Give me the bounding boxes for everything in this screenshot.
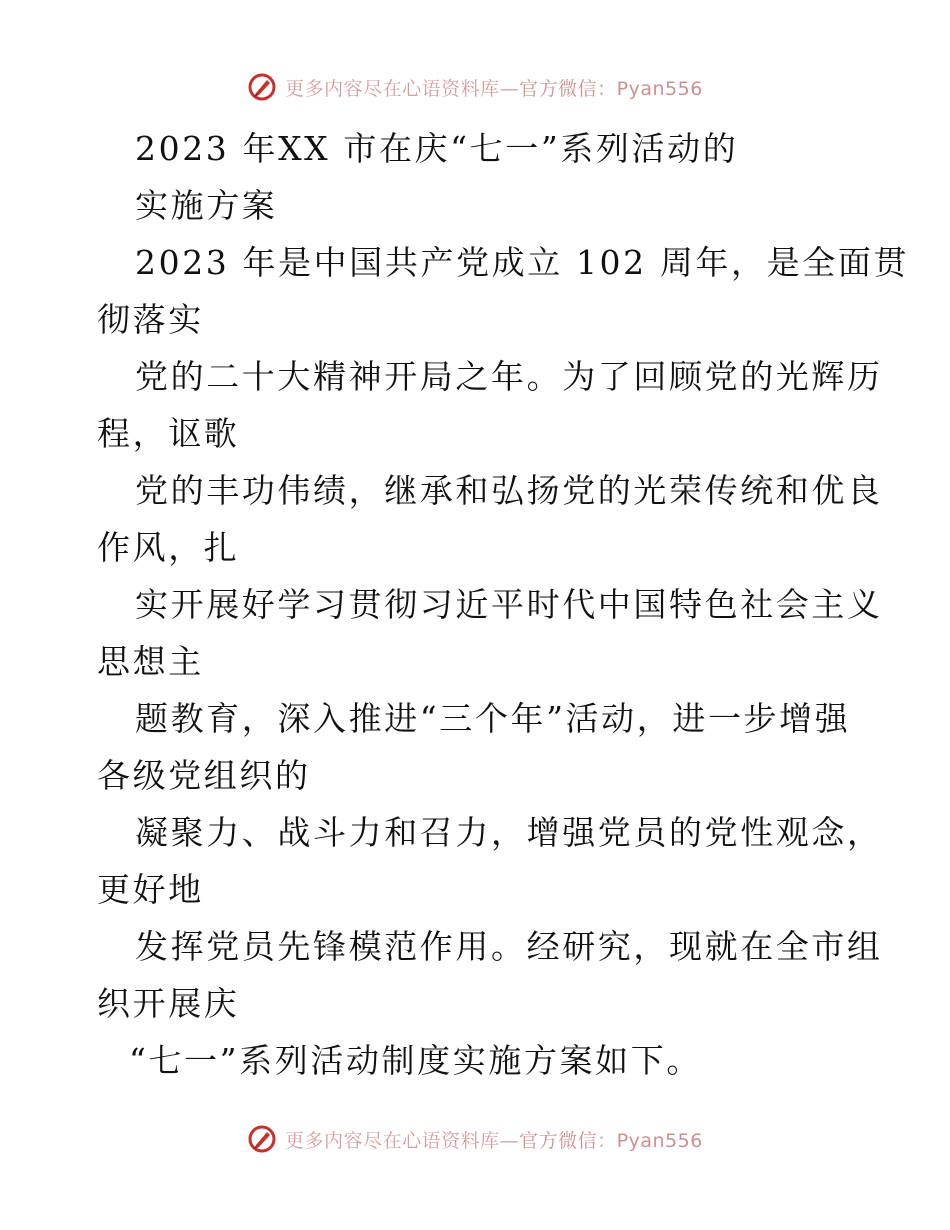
text-line-1: 2023 年是中国共产党成立 102 周年，是全面贯 bbox=[135, 243, 910, 282]
watermark-separator: — bbox=[499, 1129, 520, 1152]
text-line-2: 彻落实 bbox=[97, 300, 204, 339]
text-line-15: “七一”系列活动制度实施方案如下。 bbox=[129, 1041, 702, 1080]
doc-title-line-2: 实施方案 bbox=[135, 186, 278, 225]
watermark-site: 更多内容尽在心语资料库 bbox=[285, 1129, 500, 1152]
text-line-12: 更好地 bbox=[97, 870, 204, 909]
text-line-10: 各级党组织的 bbox=[97, 756, 311, 795]
document-body bbox=[97, 120, 910, 1089]
text-line-4: 程，讴歌 bbox=[97, 414, 240, 453]
watermark-wechat: 官方微信：Pyan556 bbox=[519, 77, 703, 100]
watermark-footer bbox=[0, 1124, 950, 1154]
text-line-14: 织开展庆 bbox=[97, 984, 240, 1023]
text-line-11: 凝聚力、战斗力和召力，增强党员的党性观念， bbox=[135, 813, 883, 852]
watermark-wechat: 官方微信：Pyan556 bbox=[519, 1129, 703, 1152]
watermark-separator: — bbox=[499, 77, 520, 100]
pen-logo-icon bbox=[247, 1124, 277, 1154]
watermark-header bbox=[0, 72, 950, 102]
watermark-text bbox=[285, 74, 703, 101]
pen-logo-icon bbox=[247, 72, 277, 102]
text-line-7: 实开展好学习贯彻习近平时代中国特色社会主义 bbox=[135, 585, 883, 624]
text-line-3: 党的二十大精神开局之年。为了回顾党的光辉历 bbox=[135, 357, 883, 396]
watermark-text bbox=[285, 1126, 703, 1153]
text-line-13: 发挥党员先锋模范作用。经研究，现就在全市组 bbox=[135, 927, 883, 966]
doc-title-line-1: 2023 年XX 市在庆“七一”系列活动的 bbox=[135, 129, 739, 168]
text-line-5: 党的丰功伟绩，继承和弘扬党的光荣传统和优良 bbox=[135, 471, 883, 510]
text-line-6: 作风，扎 bbox=[97, 528, 240, 567]
watermark-site: 更多内容尽在心语资料库 bbox=[285, 77, 500, 100]
text-line-8: 思想主 bbox=[97, 642, 204, 681]
text-line-9: 题教育，深入推进“三个年”活动，进一步增强 bbox=[135, 699, 851, 738]
